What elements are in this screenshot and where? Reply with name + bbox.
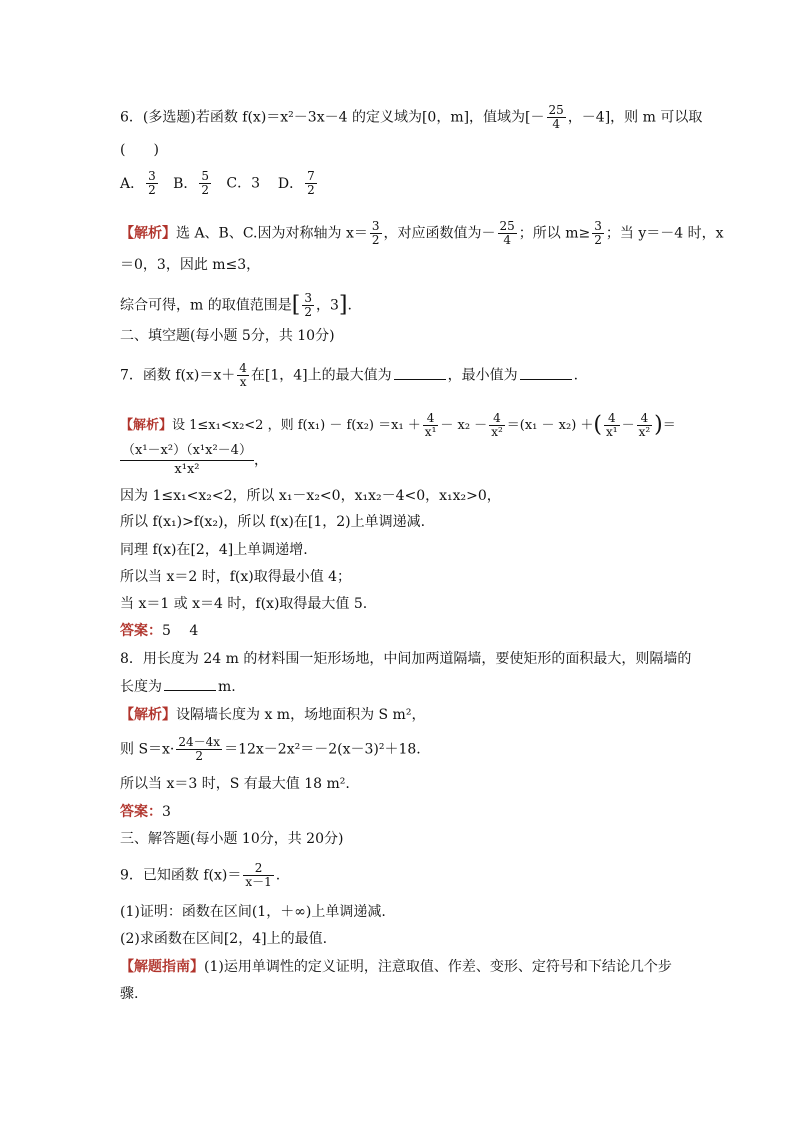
q6-stem-fraction: $\frac{25}{4}$	[548, 103, 564, 131]
q8-stem-line2: 长度为 m.	[120, 679, 236, 695]
answer-tag: 答案：	[120, 623, 162, 639]
q7-analysis-line1: 【解析】设 1≤x₁<x₂<2 ，则 f(x₁) － f(x₂) ＝x₁ ＋ $\frac{4}{\text{x¹}}$ － x₂ － $\frac{4}{\text{x²}}$ ＝(x₁ － x₂) ＋( $\frac{4}{\text{x¹}}$ － $\frac{4}{\text{x²}}$ )＝	[120, 411, 676, 439]
answer-tag: 答案：	[120, 804, 162, 820]
q7-stem: 7．函数 f(x)＝x＋ $\frac{4}{x}$ 在[1，4]上的最大值为 ，最小值为 .	[120, 361, 579, 389]
q7-blank-max	[394, 367, 446, 380]
section-solutions: 三、解答题(每小题 10分，共 20分)	[120, 831, 344, 847]
q7-analysis-line5: 同理 f(x)在[2，4]上单调递增.	[120, 542, 308, 558]
q6-answer-paren: ( )	[120, 142, 159, 158]
q6-options	[120, 170, 319, 197]
q9-guide-line1: 【解题指南】(1)运用单调性的定义证明，注意取值、作差、变形、定符号和下结论几个步	[120, 959, 672, 975]
section-fill-in: 二、填空题(每小题 5分，共 10分)	[120, 328, 335, 344]
q6-option-c: C．3	[226, 175, 261, 192]
q6-option-b: B． $\frac{5}{2}$	[173, 169, 210, 197]
q6-option-a: A． $\frac{3}{2}$	[120, 169, 156, 197]
q7-answer: 答案：5 4	[120, 623, 199, 639]
q6-analysis-line3: 综合可得，m 的取值范围是[ $\frac{3}{2}$ ，3].	[120, 291, 352, 319]
analysis-tag: 【解析】	[120, 707, 176, 723]
q8-stem-line1: 8．用长度为 24 m 的材料围一矩形场地，中间加两道隔墙，要使矩形的面积最大，则隔墙的	[120, 651, 692, 667]
analysis-tag: 【解析】	[120, 418, 173, 433]
q6-stem: 6．(多选题)若函数 f(x)＝x²－3x－4 的定义域为[0，m]，值域为[－ $\frac{25}{4}$ ，－4]，则 m 可以取	[120, 103, 703, 131]
q6-option-d: D． $\frac{7}{2}$	[277, 169, 315, 197]
q7-blank-min	[520, 367, 572, 380]
q7-analysis-line4: 所以 f(x₁)>f(x₂)，所以 f(x)在[1，2)上单调递减.	[120, 514, 426, 530]
q8-analysis-line1: 【解析】设隔墙长度为 x m，场地面积为 S m²，	[120, 707, 426, 723]
q9-stem: 9．已知函数 f(x)＝ $\frac{2}{x-1}$ .	[120, 861, 281, 889]
q7-analysis-line6: 所以当 x＝2 时，f(x)取得最小值 4；	[120, 569, 352, 585]
q8-analysis-line2: 则 S＝x· $\frac{24-4x}{2}$ ＝12x－2x²＝－2(x－3)²＋18.	[120, 735, 421, 763]
q8-blank	[164, 678, 216, 691]
q7-analysis-big-fraction: $\frac{\text{（x¹－x²）（x¹x²－4）}}{\text{x¹x²}}$ ，	[122, 443, 268, 477]
q7-analysis-line3: 因为 1≤x₁<x₂<2，所以 x₁－x₂<0，x₁x₂－4<0，x₁x₂>0，	[120, 488, 501, 504]
q9-part2: (2)求函数在区间[2，4]上的最值.	[120, 931, 328, 947]
q6-analysis-line2: ＝0，3，因此 m≤3，	[120, 257, 261, 273]
q9-guide-line2: 骤.	[120, 986, 139, 1002]
q9-part1: (1)证明：函数在区间(1，＋∞)上单调递减.	[120, 904, 386, 920]
analysis-tag: 【解析】	[120, 225, 176, 242]
q7-analysis-line7: 当 x＝1 或 x＝4 时，f(x)取得最大值 5.	[120, 596, 368, 612]
q8-analysis-line3: 所以当 x＝3 时，S 有最大值 18 m².	[120, 776, 350, 792]
q8-answer: 答案：3	[120, 804, 171, 820]
q6-analysis-line1: 【解析】选 A、B、C.因为对称轴为 x＝ $\frac{3}{2}$ ，对应函数值为－ $\frac{25}{4}$ ；所以 m≥ $\frac{3}{2}$ ；当 y＝－4 时，x	[120, 219, 724, 247]
guide-tag: 【解题指南】	[120, 959, 204, 975]
